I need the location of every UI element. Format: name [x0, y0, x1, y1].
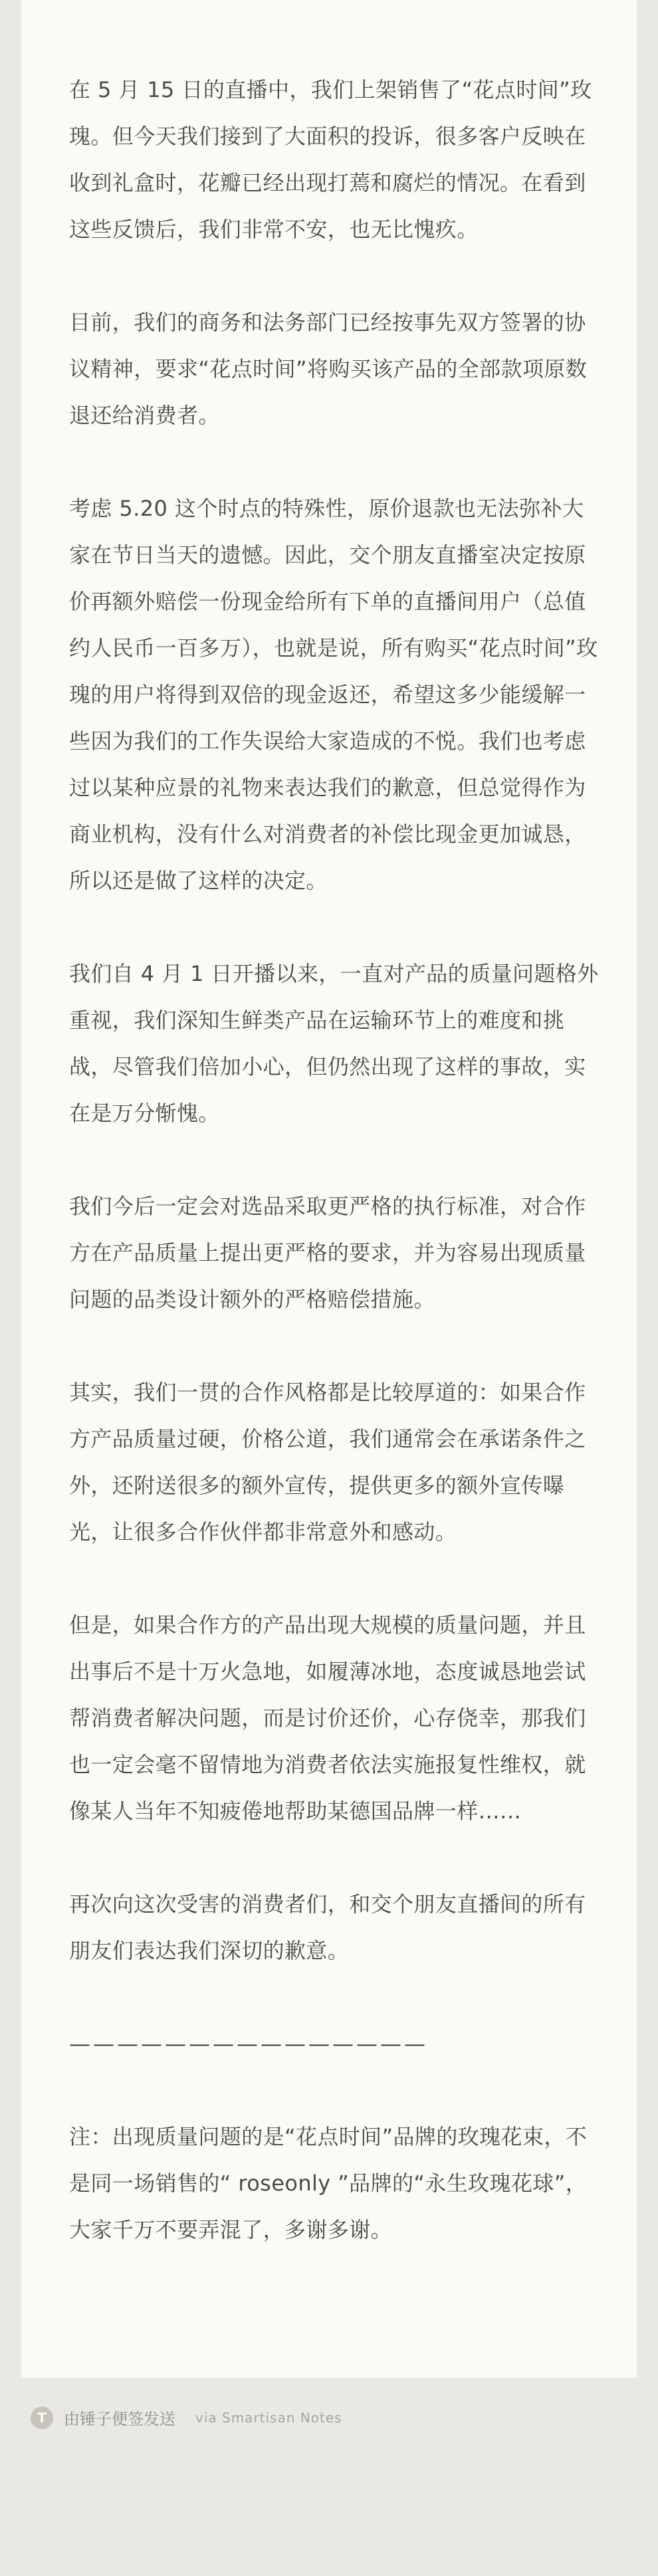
app-footer [31, 2406, 342, 2429]
note-paragraph-8: 再次向这次受害的消费者们，和交个朋友直播间的所有朋友们表达我们深切的歉意。 [69, 1891, 586, 1963]
note-paragraph-5: 我们今后一定会对选品采取更严格的执行标准，对合作方在产品质量上提出更严格的要求，并为容易出现质量问题的品类设计额外的严格赔偿措施。 [69, 1194, 586, 1312]
smartisan-logo-icon: T [31, 2407, 53, 2429]
note-divider: ——————————————— [69, 2031, 428, 2056]
sent-by-label: 由锤子便签发送 [64, 2410, 175, 2428]
note-paragraph-7: 但是，如果合作方的产品出现大规模的质量问题，并且出事后不是十万火急地，如履薄冰地，态度诚恳地尝试帮消费者解决问题，而是讨价还价，心存侥幸，那我们也一定会毫不留情地为消费者依法实施报复性维权，就像某人当年不知疲倦地帮助某德国品牌一样…… [69, 1612, 586, 1824]
note-paragraph-4: 我们自 4 月 1 日开播以来，一直对产品的质量问题格外重视，我们深知生鲜类产品在运输环节上的难度和挑战，尽管我们倍加小心，但仍然出现了这样的事故，实在是万分惭愧。 [69, 961, 599, 1126]
note-footnote: 注：出现质量问题的是“花点时间”品牌的玫瑰花束，不是同一场销售的“ roseonly ”品牌的“永生玫瑰花球”，大家千万不要弄混了，多谢多谢。 [69, 2124, 588, 2242]
note-paragraph-6: 其实，我们一贯的合作风格都是比较厚道的：如果合作方产品质量过硬，价格公道，我们通常会在承诺条件之外，还附送很多的额外宣传，提供更多的额外宣传曝光，让很多合作伙伴都非常意外和感动。 [69, 1380, 586, 1545]
note-page [21, 0, 637, 2378]
note-paragraph-1: 在 5 月 15 日的直播中，我们上架销售了“花点时间”玫瑰。但今天我们接到了大面积的投诉，很多客户反映在收到礼盒时，花瓣已经出现打蔫和腐烂的情况。在看到这些反馈后，我们非常不安，也无比愧疚。 [69, 77, 592, 242]
via-label: via Smartisan Notes [195, 2409, 342, 2426]
note-paragraph-2: 目前，我们的商务和法务部门已经按事先双方签署的协议精神，要求“花点时间”将购买该产品的全部款项原数退还给消费者。 [69, 310, 588, 428]
note-content [69, 66, 601, 2300]
note-paragraph-3: 考虑 5.20 这个时点的特殊性，原价退款也无法弥补大家在节日当天的遗憾。因此，交个朋友直播室决定按原价再额外赔偿一份现金给所有下单的直播间用户（总值约人民币一百多万），也就是说，所有购买“花点时间”玫瑰的用户将得到双倍的现金返还，希望这多少能缓解一些因为我们的工作失误给大家造成的不悦。我们也考虑过以某种应景的礼物来表达我们的歉意，但总觉得作为商业机构，没有什么对消费者的补偿比现金更加诚恳，所以还是做了这样的决定。 [69, 496, 598, 893]
